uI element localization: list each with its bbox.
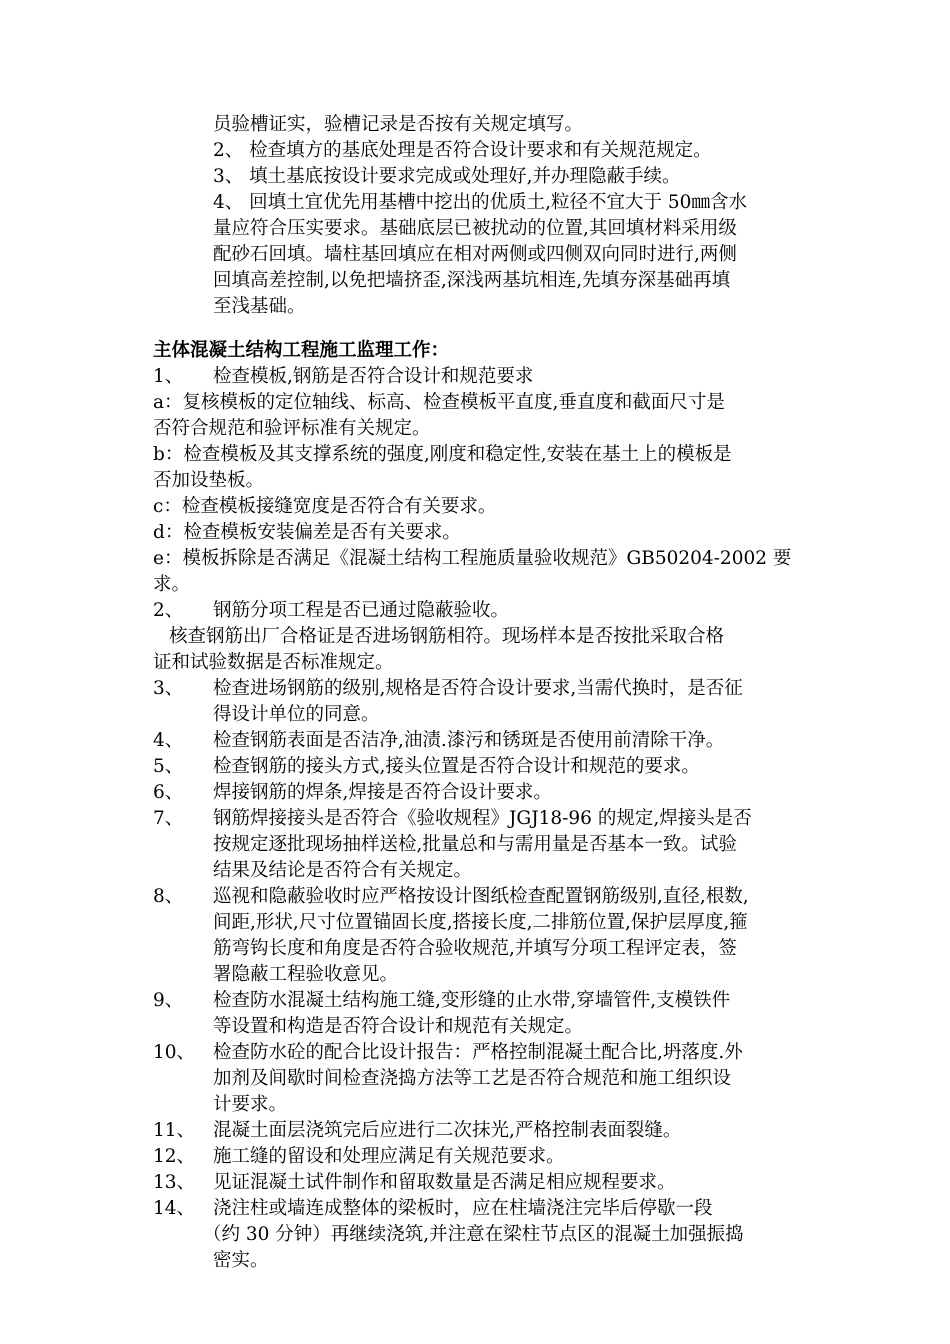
intro-line: 员验槽证实，验槽记录是否按有关规定填写。 bbox=[213, 114, 584, 135]
sub-item-line: c：检查模板接缝宽度是否符合有关要求。 bbox=[153, 496, 497, 517]
item-number: 8、 bbox=[153, 886, 184, 907]
item-text: 钢筋焊接接头是否符合《验收规程》JGJ18-96 的规定,焊接头是否 bbox=[213, 808, 752, 829]
intro-line: 4、 回填土宜优先用基槽中挖出的优质土,粒径不宜大于 50㎜含水 bbox=[213, 192, 747, 213]
item-number: 6、 bbox=[153, 782, 184, 803]
item-text: 检查防水砼的配合比设计报告：严格控制混凝土配合比,坍落度.外 bbox=[213, 1042, 743, 1063]
item-text: 加剂及间歇时间检查浇捣方法等工艺是否符合规范和施工组织设 bbox=[213, 1068, 732, 1089]
item-text: 检查防水混凝土结构施工缝,变形缝的止水带,穿墙管件,支模铁件 bbox=[213, 990, 731, 1011]
item-number: 11、 bbox=[153, 1120, 196, 1141]
item-text: 得设计单位的同意。 bbox=[213, 704, 380, 725]
item-text: 计要求。 bbox=[213, 1094, 288, 1115]
item-number: 4、 bbox=[153, 730, 184, 751]
sub-item-line: d：检查模板安装偏差是否有关要求。 bbox=[153, 522, 461, 543]
item-number: 2、 bbox=[153, 600, 184, 621]
intro-line: 回填高差控制,以免把墙挤歪,深浅两基坑相连,先填夯深基础再填 bbox=[213, 270, 731, 291]
item-text: 焊接钢筋的焊条,焊接是否符合设计要求。 bbox=[213, 782, 552, 803]
item-text: 检查进场钢筋的级别,规格是否符合设计要求,当需代换时，是否征 bbox=[213, 678, 743, 699]
item-text: 混凝土面层浇筑完后应进行二次抹光,严格控制表面裂缝。 bbox=[213, 1120, 682, 1141]
sub-item-line: a：复核模板的定位轴线、标高、检查模板平直度,垂直度和截面尺寸是 bbox=[153, 392, 725, 413]
item-continuation: 证和试验数据是否标准规定。 bbox=[153, 652, 394, 673]
item-text: 按规定逐批现场抽样送检,批量总和与需用量是否基本一致。试验 bbox=[213, 834, 737, 855]
item-number: 14、 bbox=[153, 1198, 196, 1219]
item-text: 钢筋分项工程是否已通过隐蔽验收。 bbox=[213, 600, 510, 621]
item-text: 检查钢筋的接头方式,接头位置是否符合设计和规范的要求。 bbox=[213, 756, 700, 777]
sub-item-line: b：检查模板及其支撑系统的强度,刚度和稳定性,安装在基土上的模板是 bbox=[153, 444, 732, 465]
intro-line: 3、 填土基底按设计要求完成或处理好,并办理隐蔽手续。 bbox=[213, 166, 681, 187]
item-text: 检查模板,钢筋是否符合设计和规范要求 bbox=[213, 366, 534, 387]
section-title: 主体混凝土结构工程施工监理工作： bbox=[153, 340, 450, 361]
item-text: 筋弯钩长度和角度是否符合验收规范,并填写分项工程评定表，签 bbox=[213, 938, 737, 959]
item-text: 巡视和隐蔽验收时应严格按设计图纸检查配置钢筋级别,直径,根数, bbox=[213, 886, 749, 907]
item-number: 3、 bbox=[153, 678, 184, 699]
item-text: 等设置和构造是否符合设计和规范有关规定。 bbox=[213, 1016, 584, 1037]
item-number: 7、 bbox=[153, 808, 184, 829]
sub-item-line: 否符合规范和验评标准有关规定。 bbox=[153, 418, 431, 439]
item-number: 13、 bbox=[153, 1172, 196, 1193]
item-number: 5、 bbox=[153, 756, 184, 777]
item-text: 密实。 bbox=[213, 1250, 269, 1271]
intro-line: 配砂石回填。墙柱基回填应在相对两侧或四侧双向同时进行,两侧 bbox=[213, 244, 737, 265]
sub-item-line: 求。 bbox=[153, 574, 191, 595]
item-text: 见证混凝土试件制作和留取数量是否满足相应规程要求。 bbox=[213, 1172, 676, 1193]
item-text: 结果及结论是否符合有关规定。 bbox=[213, 860, 473, 881]
item-number: 9、 bbox=[153, 990, 184, 1011]
item-text: 检查钢筋表面是否洁净,油渍.漆污和锈斑是否使用前清除干净。 bbox=[213, 730, 725, 751]
item-text: 浇注柱或墙连成整体的梁板时，应在柱墙浇注完毕后停歇一段 bbox=[213, 1198, 713, 1219]
item-number: 1、 bbox=[153, 366, 184, 387]
intro-line: 2、 检查填方的基底处理是否符合设计要求和有关规范规定。 bbox=[213, 140, 712, 161]
intro-line: 至浅基础。 bbox=[213, 296, 306, 317]
intro-line: 量应符合压实要求。基础底层已被扰动的位置,其回填材料采用级 bbox=[213, 218, 737, 239]
item-number: 10、 bbox=[153, 1042, 196, 1063]
item-text: 署隐蔽工程验收意见。 bbox=[213, 964, 399, 985]
item-text: 施工缝的留设和处理应满足有关规范要求。 bbox=[213, 1146, 565, 1167]
sub-item-line: 否加设垫板。 bbox=[153, 470, 265, 491]
sub-item-line: e：模板拆除是否满足《混凝土结构工程施质量验收规范》GB50204-2002 要 bbox=[153, 548, 792, 569]
item-number: 12、 bbox=[153, 1146, 196, 1167]
item-text: 间距,形状,尺寸位置锚固长度,搭接长度,二排筋位置,保护层厚度,箍 bbox=[213, 912, 748, 933]
item-text: （约 30 分钟）再继续浇筑,并注意在梁柱节点区的混凝土加强振捣 bbox=[203, 1224, 744, 1245]
item-continuation: 核查钢筋出厂合格证是否进场钢筋相符。现场样本是否按批采取合格 bbox=[169, 626, 725, 647]
